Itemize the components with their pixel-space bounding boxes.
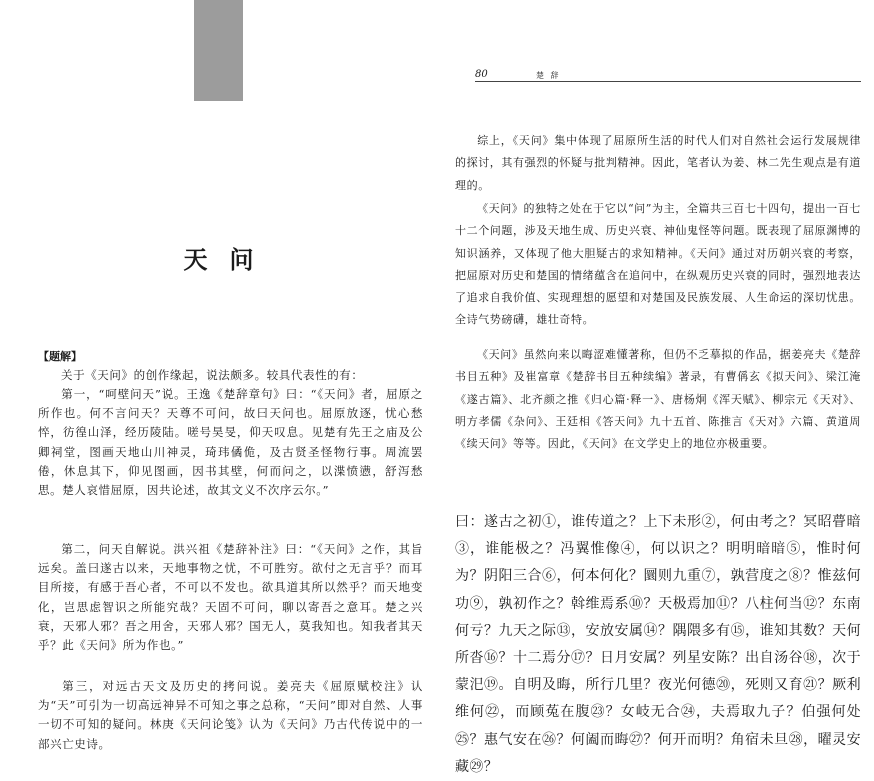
- poem-text-block: [455, 509, 861, 781]
- imitations-paragraph: [455, 344, 861, 455]
- running-title: 楚 辞: [536, 71, 561, 80]
- section-heading: 【题解】: [38, 350, 82, 363]
- poem-text: 曰：遂古之初①，谁传道之？上下未形②，何由考之？冥昭瞢暗③，谁能极之？冯翼惟像④，何以识之？明明暗暗⑤，惟时何为？阴阳三合⑥，何本何化？圜则九重⑦，孰营度之⑧？惟兹何功⑨，孰初作之？斡维焉系⑩？天极焉加⑪？八柱何当⑫？东南何亏？九天之际⑬，安放安属⑭？隅隈多有⑮，谁知其数？天何所沓⑯？十二焉分⑰？日月安属？列星安陈？出自汤谷⑱，次于蒙汜⑲。自明及晦，所行几里？夜光何德⑳，死则又育㉑？厥利维何㉒，而顾菟在腹㉓？女岐无合㉔，夫焉取九子？伯强何处㉕？惠气安在㉖？何阖而晦㉗？何开而明？角宿未旦㉘，曜灵安藏㉙？: [455, 514, 861, 775]
- paragraph-second-view: [38, 540, 423, 655]
- chapter-title: 天问: [183, 245, 276, 274]
- features-paragraph: [455, 198, 861, 332]
- page-number: 80: [475, 69, 488, 80]
- gray-tab-decoration: [194, 0, 243, 101]
- first-view-text: 第一，“呵壁问天”说。王逸《楚辞章句》曰：“《天问》者，屈原之所作也。何不言问天？天尊不可问，故曰天问也。屈原放逐，忧心愁悴，彷徨山泽，经历陵陆。嗟号昊旻，仰天叹息。见楚有先王之庙及公卿祠堂，图画天地山川神灵，琦玮僪佹，及古贤圣怪物行事。周流罢倦，休息其下，仰见图画，因书其壁，何而问之，以渫愤懑，舒泻愁思。楚人哀惜屈原，因共论述，故其文义不次序云尔。”: [38, 387, 423, 498]
- paragraph-third-view: [38, 677, 423, 754]
- intro-paragraph: [38, 366, 423, 385]
- header-rule: [475, 81, 861, 82]
- features-text: 《天问》的独特之处在于它以“问”为主，全篇共三百七十四句，提出一百七十二个问题，涉及天地生成、历史兴衰、神仙鬼怪等问题。既表现了屈原渊博的知识涵养，又体现了他大胆疑古的求知精神。《天问》通过对历朝兴衰的考察，把屈原对历史和楚国的情绪蕴含在追问中，在纵观历史兴衰的同时，强烈地表达了追求自我价值、实现理想的愿望和对楚国及民族发展、人生命运的深切忧患。全诗气势磅礴，雄壮奇特。: [455, 202, 861, 327]
- right-page: [437, 0, 874, 775]
- paragraph-first-view: [38, 385, 423, 500]
- left-page: [0, 0, 437, 770]
- third-view-text: 第三，对远古天文及历史的拷问说。姜亮夫《屈原赋校注》认为“天”可引为一切高远神异不可知之事之总称，“天问”即对自然、人事一切不可知的疑问。林庚《天问论笺》认为《天问》乃古代传说中的一部兴亡史诗。: [38, 679, 423, 751]
- summary-text: 综上，《天问》集中体现了屈原所生活的时代人们对自然社会运行发展规律的探讨，其有强烈的怀疑与批判精神。因此，笔者认为姜、林二先生观点是有道理的。: [455, 134, 861, 192]
- intro-text: 关于《天问》的创作缘起，说法颇多。较具代表性的有：: [61, 368, 364, 382]
- second-view-text: 第二，问天自解说。洪兴祖《楚辞补注》曰：“《天问》之作，其旨远矣。盖曰遂古以来，天地事物之忧，不可胜穷。欲付之无言乎？而耳目所接，有感于吾心者，不可以不发也。欲具道其所以然乎？而天地变化，岂思虑智识之所能究哉？天固不可问，聊以寄吾之意耳。楚之兴衰，天邪人邪？吾之用舍，天邪人邪？国无人，莫我知也。知我者其天乎？此《天问》所为作也。”: [38, 542, 423, 653]
- imitations-text: 《天问》虽然向来以晦涩难懂著称，但仍不乏摹拟的作品，据姜亮夫《楚辞书目五种》及崔富章《楚辞书目五种续编》著录，有曹偁玄《拟天问》、梁江淹《遂古篇》、北齐颜之推《归心篇·释一》、唐杨炯《浑天赋》、柳宗元《天对》、明方孝儒《杂问》、王廷相《答天问》九十五首、陈推言《天对》六篇、黄道周《续天问》等等。因此，《天问》在文学史上的地位亦极重要。: [455, 348, 861, 451]
- summary-paragraph: [455, 130, 861, 197]
